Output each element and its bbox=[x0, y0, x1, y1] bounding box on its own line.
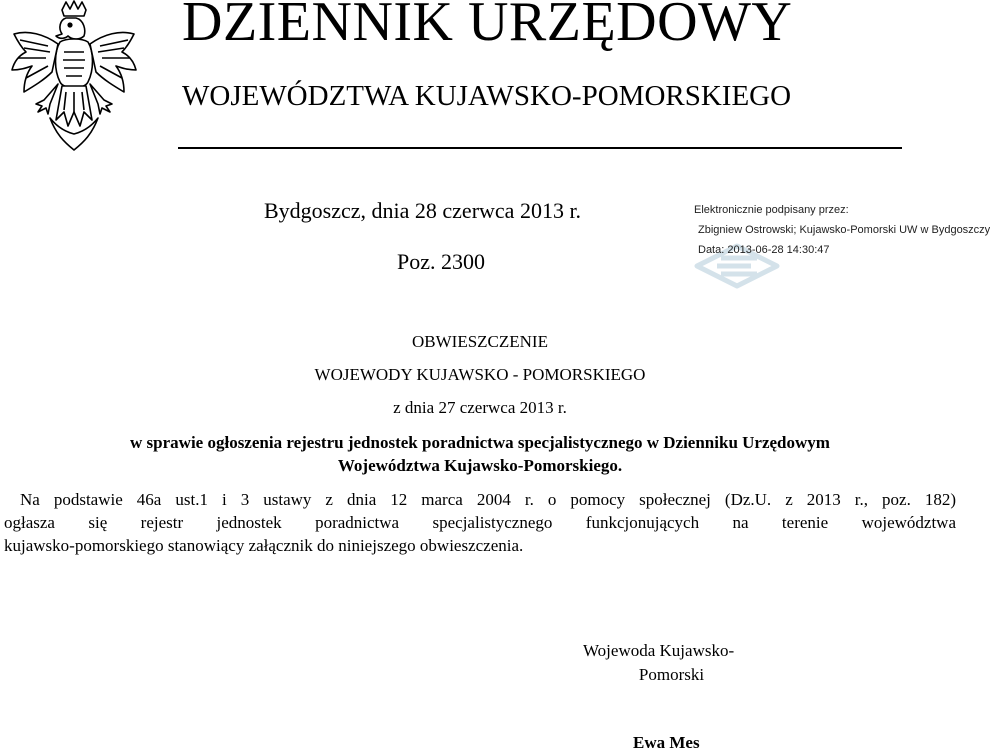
journal-subtitle: WOJEWÓDZTWA KUJAWSKO-POMORSKIEGO bbox=[182, 80, 792, 112]
signature-label: Elektronicznie podpisany przez: bbox=[694, 204, 849, 216]
electronic-signature-stamp bbox=[691, 200, 990, 290]
body-paragraph-line: kujawsko-pomorskiego stanowiący załącznik do niniejszego obwieszczenia. bbox=[4, 536, 524, 555]
announcement-authority: WOJEWODY KUJAWSKO - POMORSKIEGO bbox=[314, 365, 646, 384]
signatory-title: Wojewoda Kujawsko- bbox=[583, 641, 735, 660]
body-paragraph-line: ogłasza się rejestr jednostek poradnictwa specjalistycznego funkcjonujących na terenie województwa bbox=[4, 513, 956, 532]
announcement-date: z dnia 27 czerwca 2013 r. bbox=[393, 398, 567, 417]
position-number: Poz. 2300 bbox=[397, 249, 485, 274]
body-paragraph-line: Na podstawie 46a ust.1 i 3 ustawy z dnia 12 marca 2004 r. o pomocy społecznej (Dz.U. z 2013 r., poz. 182) bbox=[20, 490, 956, 509]
announcement-subject-line: Województwa Kujawsko-Pomorskiego. bbox=[337, 456, 623, 475]
announcement-subject-line: w sprawie ogłoszenia rejestru jednostek poradnictwa specjalistycznego w Dzienniku Urzędowym bbox=[130, 433, 830, 452]
signatory-name: Ewa Mes bbox=[633, 733, 700, 752]
place-and-date: Bydgoszcz, dnia 28 czerwca 2013 r. bbox=[264, 198, 582, 223]
announcement-heading: OBWIESZCZENIE bbox=[412, 332, 548, 351]
journal-title: DZIENNIK URZĘDOWY bbox=[182, 0, 793, 53]
signatory-title: Pomorski bbox=[638, 665, 705, 684]
signer-name: Zbigniew Ostrowski; Kujawsko-Pomorski UW w Bydgoszczy bbox=[698, 224, 990, 236]
header-divider bbox=[178, 147, 902, 149]
signature-date: Data: 2013-06-28 14:30:47 bbox=[698, 244, 830, 256]
white-eagle-emblem-icon bbox=[4, 0, 150, 160]
